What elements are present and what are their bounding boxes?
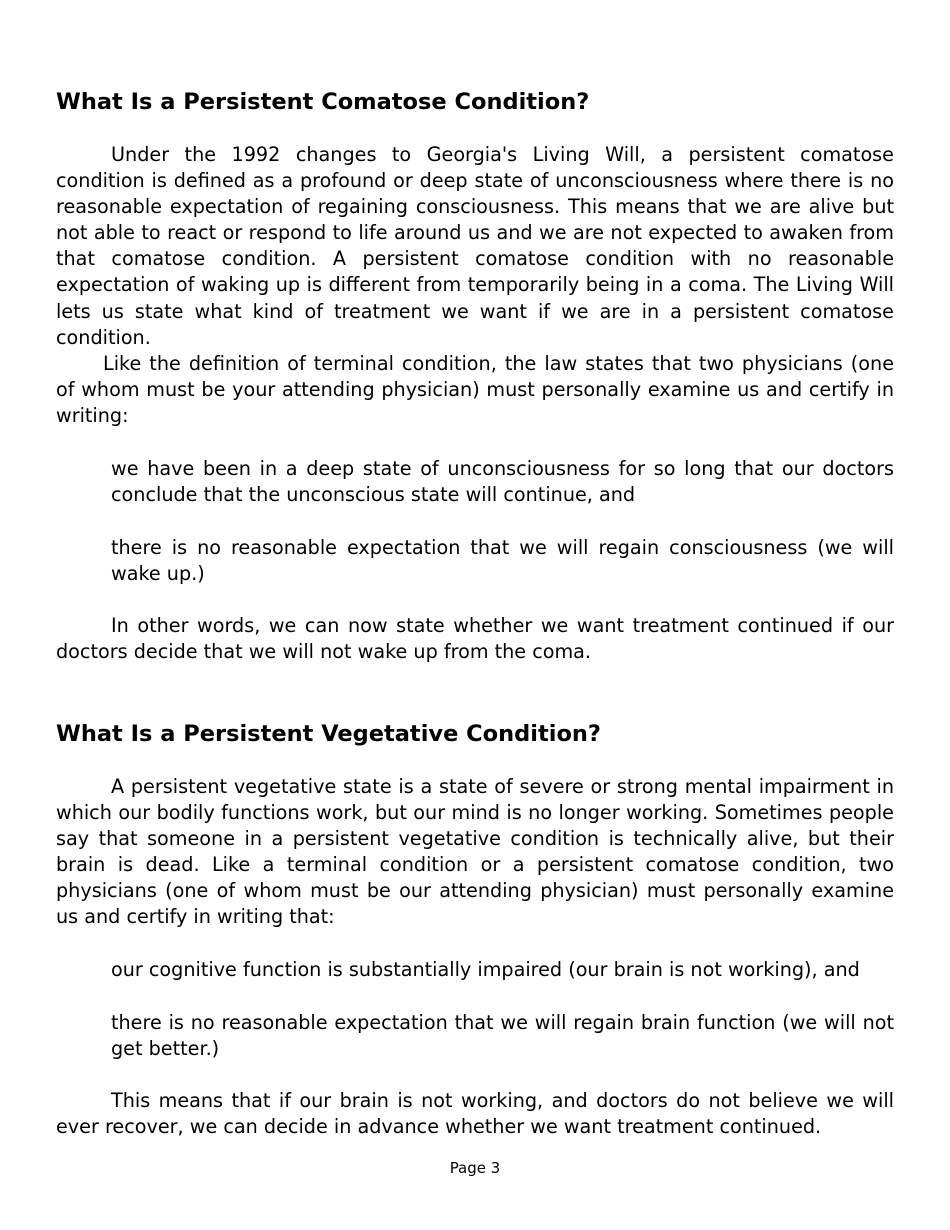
section-heading-vegetative: What Is a Persistent Vegetative Condition?	[56, 721, 601, 747]
comatose-closing-paragraph: In other words, we can now state whether we want treatment continued if our doctors decide that we will not wake up from the coma.	[56, 614, 894, 664]
comatose-definition-paragraph: Under the 1992 changes to Georgia's Living Will, a persistent comatose condition is defined as a profound or deep state of unconsciousness where there is no reasonable expectation of regaining consciousness. This means that we are alive but not able to react or respond to life around us and we are not expected to awaken from that comatose condition. A persistent comatose condition with no reasonable expectation of waking up is different from temporarily being in a coma. The Living Will lets us state what kind of treatment we want if we are in a persistent comatose condition.	[56, 143, 894, 349]
section-heading-comatose: What Is a Persistent Comatose Condition?	[56, 89, 590, 115]
vegetative-closing-paragraph: This means that if our brain is not working, and doctors do not believe we will ever recover, we can decide in advance whether we want treatment continued.	[56, 1089, 894, 1139]
comatose-criterion-item: there is no reasonable expectation that we will regain consciousness (we will wake up.)	[111, 536, 894, 586]
comatose-criterion-item: we have been in a deep state of unconsciousness for so long that our doctors conclude that the unconscious state will continue, and	[111, 457, 894, 507]
page-number: Page 3	[449, 1159, 501, 1177]
vegetative-definition-paragraph: A persistent vegetative state is a state of severe or strong mental impairment in which our bodily functions work, but our mind is no longer working. Sometimes people say that someone in a persistent vegetative condition is technically alive, but their brain is dead. Like a terminal condition or a persistent comatose condition, two physicians (one of whom must be our attending physician) must personally examine us and certify in writing that:	[56, 775, 894, 929]
comatose-certification-paragraph: Like the definition of terminal condition, the law states that two physicians (one of whom must be your attending physician) must personally examine us and certify in writing:	[56, 352, 894, 428]
vegetative-criterion-item: there is no reasonable expectation that we will regain brain function (we will not get better.)	[111, 1011, 894, 1061]
vegetative-criterion-item: our cognitive function is substantially impaired (our brain is not working), and	[111, 958, 860, 981]
